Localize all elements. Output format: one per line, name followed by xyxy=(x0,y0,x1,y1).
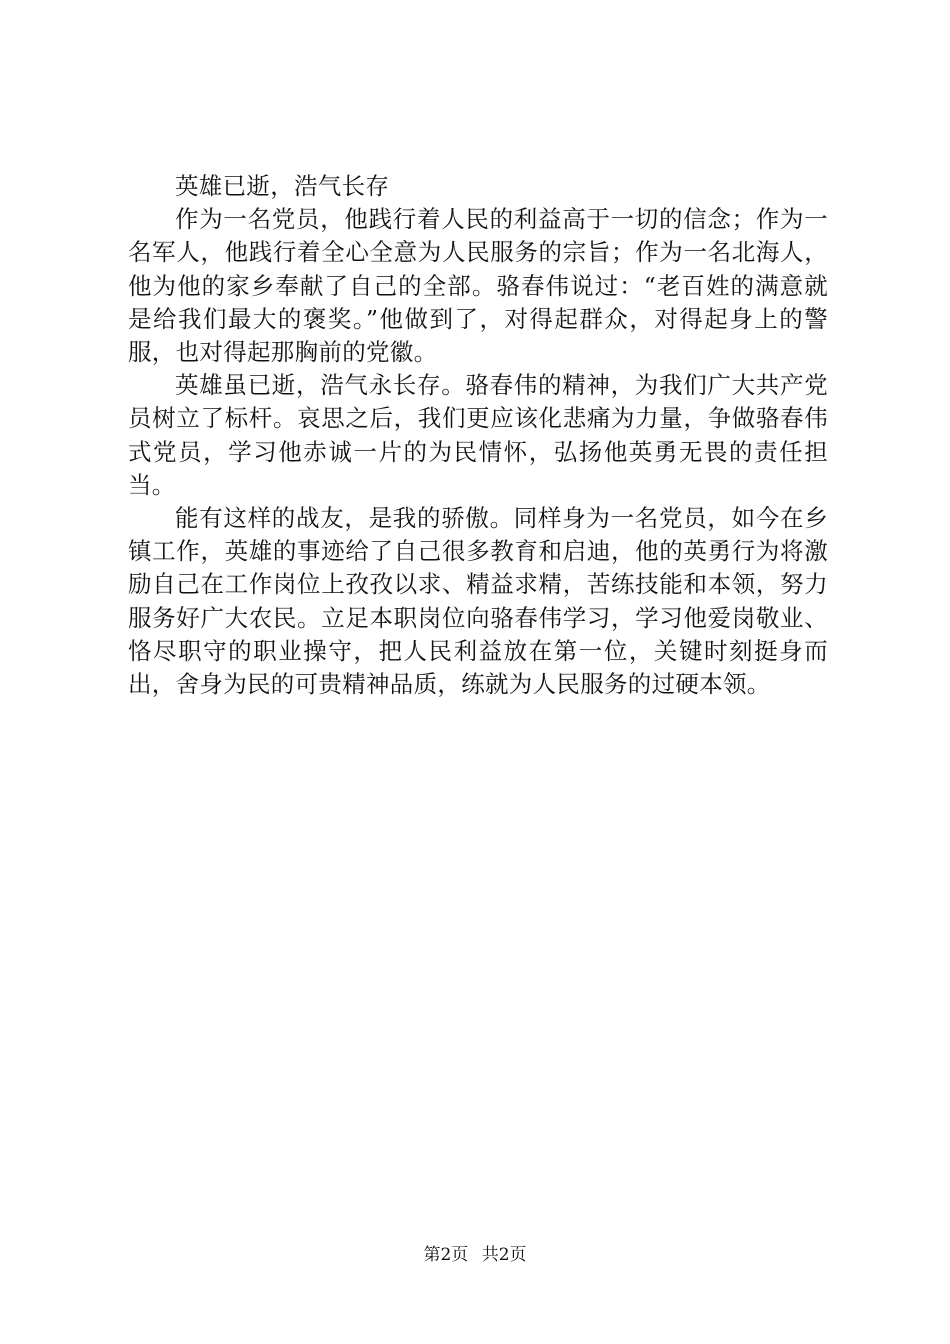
page-total: 共2页 xyxy=(481,1245,527,1265)
page-number: 第2页 xyxy=(423,1245,469,1265)
paragraph: 能有这样的战友，是我的骄傲。同样身为一名党员，如今在乡镇工作，英雄的事迹给了自己很多教育和启迪，他的英勇行为将激励自己在工作岗位上孜孜以求、精益求精，苦练技能和本领，努力服务好广大农民。立足本职岗位向骆春伟学习，学习他爱岗敬业、恪尽职守的职业操守，把人民利益放在第一位，关键时刻挺身而出，舍身为民的可贵精神品质，练就为人民服务的过硬本领。 xyxy=(128,504,828,699)
paragraph: 英雄虽已逝，浩气永长存。骆春伟的精神，为我们广大共产党员树立了标杆。哀思之后，我们更应该化悲痛为力量，争做骆春伟式党员，学习他赤诚一片的为民情怀，弘扬他英勇无畏的责任担当。 xyxy=(128,371,828,499)
document-body xyxy=(128,170,828,701)
section-heading: 英雄已逝，浩气长存 xyxy=(175,172,390,200)
paragraph: 作为一名党员，他践行着人民的利益高于一切的信念；作为一名军人，他践行着全心全意为人民服务的宗旨；作为一名北海人，他为他的家乡奉献了自己的全部。骆春伟说过：“老百姓的满意就是给我们最大的褒奖。”他做到了，对得起群众，对得起身上的警服，也对得起那胸前的党徽。 xyxy=(128,205,828,367)
page-footer xyxy=(0,1243,950,1267)
